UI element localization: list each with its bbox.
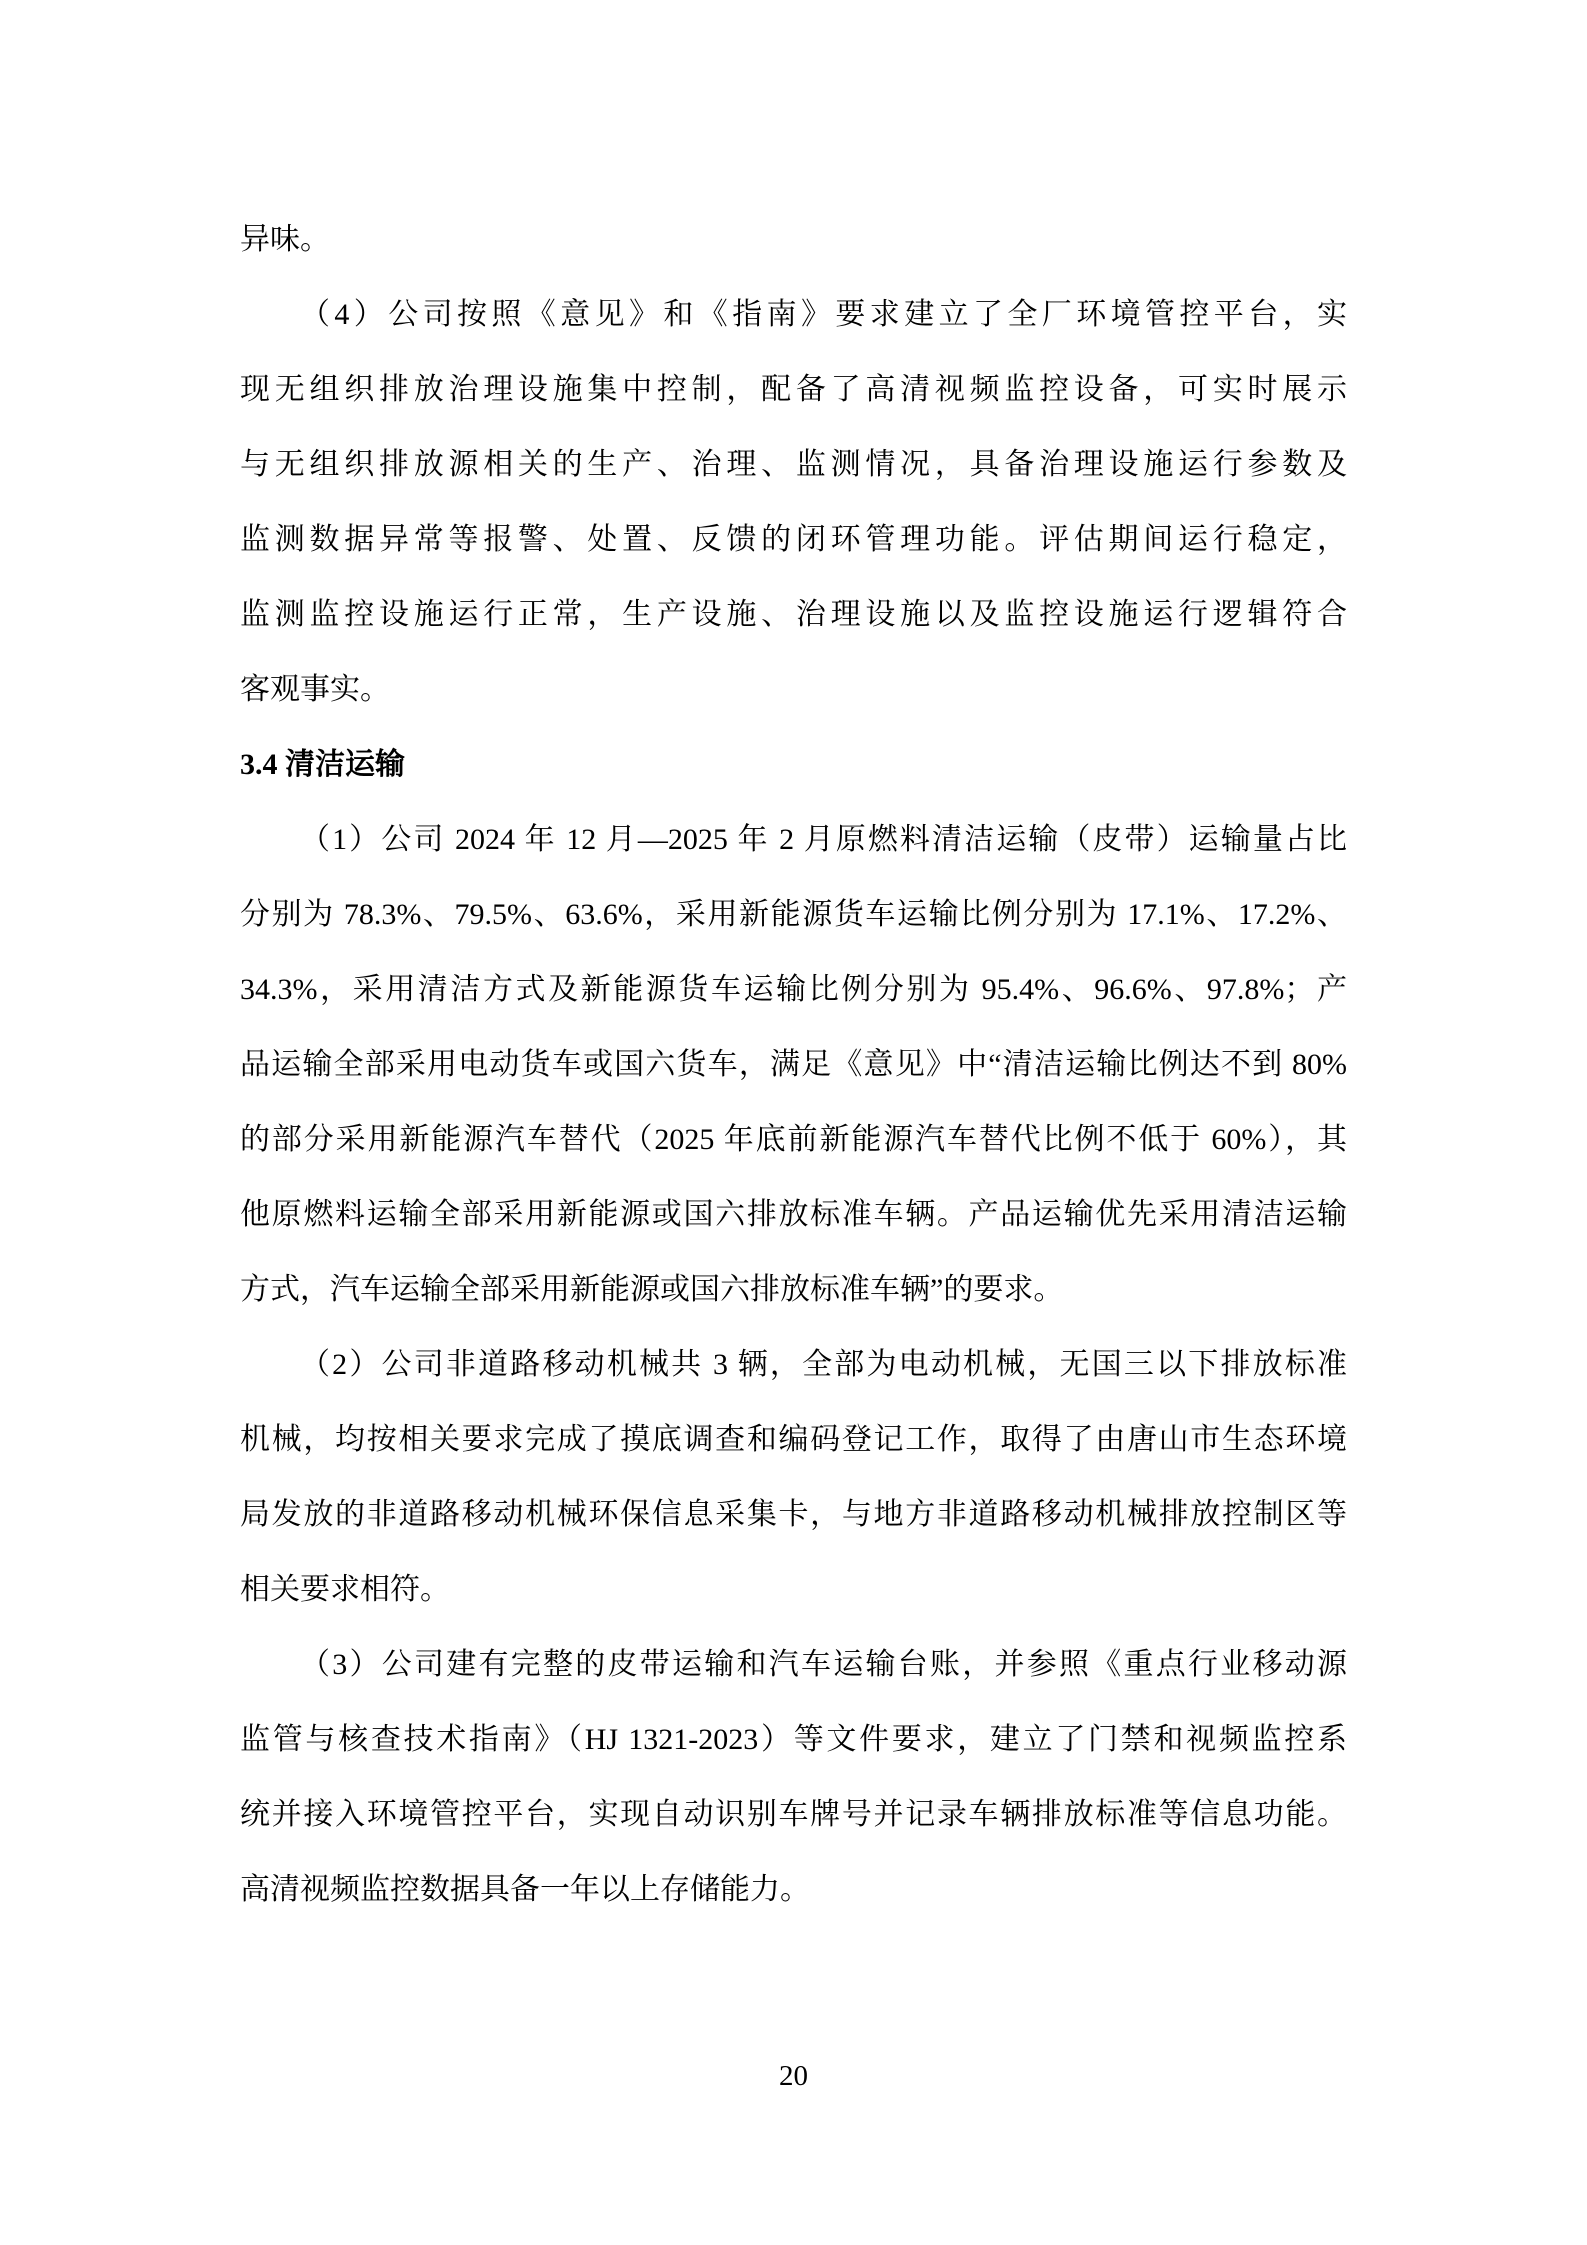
text-line: 机械，均按相关要求完成了摸底调查和编码登记工作，取得了由唐山市生态环境: [240, 1423, 1347, 1456]
text-line: （1）公司 2024 年 12 月—2025 年 2 月原燃料清洁运输（皮带）运输量占比: [300, 823, 1347, 856]
text-line: 异味。: [240, 223, 330, 256]
text-line: 品运输全部采用电动货车或国六货车，满足《意见》中“清洁运输比例达不到 80%: [240, 1048, 1347, 1081]
page-number: 20: [779, 2060, 808, 2092]
text-line: 方式，汽车运输全部采用新能源或国六排放标准车辆”的要求。: [240, 1273, 1064, 1306]
page-footer: [0, 2056, 1587, 2096]
text-line: （4）公司按照《意见》和《指南》要求建立了全厂环境管控平台，实: [300, 298, 1347, 331]
text-line: 他原燃料运输全部采用新能源或国六排放标准车辆。产品运输优先采用清洁运输: [240, 1198, 1347, 1231]
text-line: 现无组织排放治理设施集中控制，配备了高清视频监控设备，可实时展示: [240, 373, 1347, 406]
text-line: 监测数据异常等报警、处置、反馈的闭环管理功能。评估期间运行稳定，: [240, 523, 1347, 556]
text-line: （2）公司非道路移动机械共 3 辆，全部为电动机械，无国三以下排放标准: [300, 1348, 1347, 1381]
text-line: 分别为 78.3%、79.5%、63.6%，采用新能源货车运输比例分别为 17.1%、17.2%、: [240, 898, 1347, 931]
text-line: 34.3%，采用清洁方式及新能源货车运输比例分别为 95.4%、96.6%、97.8%；产: [240, 973, 1347, 1006]
text-line: 客观事实。: [240, 673, 390, 706]
text-line: 监测监控设施运行正常，生产设施、治理设施以及监控设施运行逻辑符合: [240, 598, 1347, 631]
text-line: 相关要求相符。: [240, 1573, 450, 1606]
text-line: 统并接入环境管控平台，实现自动识别车牌号并记录车辆排放标准等信息功能。: [240, 1798, 1347, 1831]
text-line: 高清视频监控数据具备一年以上存储能力。: [240, 1873, 810, 1906]
text-line: 与无组织排放源相关的生产、治理、监测情况，具备治理设施运行参数及: [240, 448, 1347, 481]
text-line: （3）公司建有完整的皮带运输和汽车运输台账，并参照《重点行业移动源: [300, 1648, 1347, 1681]
document-text-block: [240, 202, 1347, 1927]
text-line: 局发放的非道路移动机械环保信息采集卡，与地方非道路移动机械排放控制区等: [240, 1498, 1347, 1531]
text-line: 监管与核查技术指南》（HJ 1321-2023）等文件要求，建立了门禁和视频监控系: [240, 1723, 1347, 1756]
section-heading: 3.4 清洁运输: [240, 748, 405, 781]
text-line: 的部分采用新能源汽车替代（2025 年底前新能源汽车替代比例不低于 60%），其: [240, 1123, 1347, 1156]
